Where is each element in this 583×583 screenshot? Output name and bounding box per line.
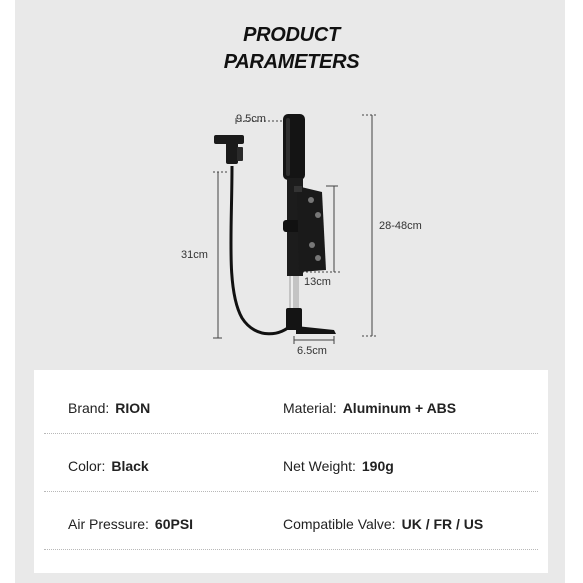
spec-valve-label: Compatible Valve: bbox=[283, 516, 396, 532]
foot-peg-shape bbox=[296, 326, 336, 334]
bracket-hole-3 bbox=[309, 242, 315, 248]
dim-bracket-label: 13cm bbox=[304, 276, 331, 288]
spec-weight-value: 190g bbox=[361, 458, 394, 474]
spec-row-2 bbox=[34, 434, 548, 492]
spec-pressure-label: Air Pressure: bbox=[68, 516, 149, 532]
spec-pressure-value: 60PSI bbox=[154, 516, 194, 532]
spec-material-label: Material: bbox=[283, 400, 337, 416]
nozzle-lever-shape bbox=[237, 147, 243, 161]
spec-color-value: Black bbox=[111, 458, 149, 474]
spec-brand-value: RION bbox=[115, 400, 151, 416]
spec-material bbox=[283, 400, 456, 416]
spec-row-3 bbox=[34, 492, 548, 550]
spec-color bbox=[68, 458, 149, 474]
hose-shape bbox=[231, 166, 292, 334]
spec-color-label: Color: bbox=[68, 458, 106, 474]
spec-pressure bbox=[68, 516, 193, 532]
spec-table bbox=[34, 370, 548, 573]
bracket-tab-shape bbox=[294, 186, 302, 192]
spec-valve bbox=[283, 516, 483, 532]
dim-base-label: 6.5cm bbox=[297, 345, 327, 357]
title-line-1: PRODUCT bbox=[243, 24, 340, 46]
spec-weight-label: Net Weight: bbox=[283, 458, 356, 474]
nozzle-neck-shape bbox=[226, 142, 238, 164]
dim-head-label: 9.5cm bbox=[236, 113, 266, 125]
dim-range-label: 28-48cm bbox=[379, 220, 422, 232]
spec-valve-value: UK / FR / US bbox=[401, 516, 484, 532]
dim-total-label: 31cm bbox=[181, 249, 208, 261]
pump-icon bbox=[214, 114, 336, 334]
spec-material-value: Aluminum + ABS bbox=[342, 400, 457, 416]
spec-row-1 bbox=[34, 376, 548, 434]
spec-brand bbox=[68, 400, 150, 416]
spec-brand-label: Brand: bbox=[68, 400, 110, 416]
bracket-hole-1 bbox=[308, 197, 314, 203]
spec-divider-3 bbox=[44, 549, 538, 550]
handle-highlight-shape bbox=[286, 118, 290, 176]
bracket-hole-2 bbox=[315, 212, 321, 218]
title-line-2: PARAMETERS bbox=[223, 51, 360, 73]
spec-weight bbox=[283, 458, 394, 474]
shaft-highlight-shape bbox=[291, 276, 293, 310]
bracket-hole-4 bbox=[315, 255, 321, 261]
shaft-shape bbox=[289, 276, 299, 310]
